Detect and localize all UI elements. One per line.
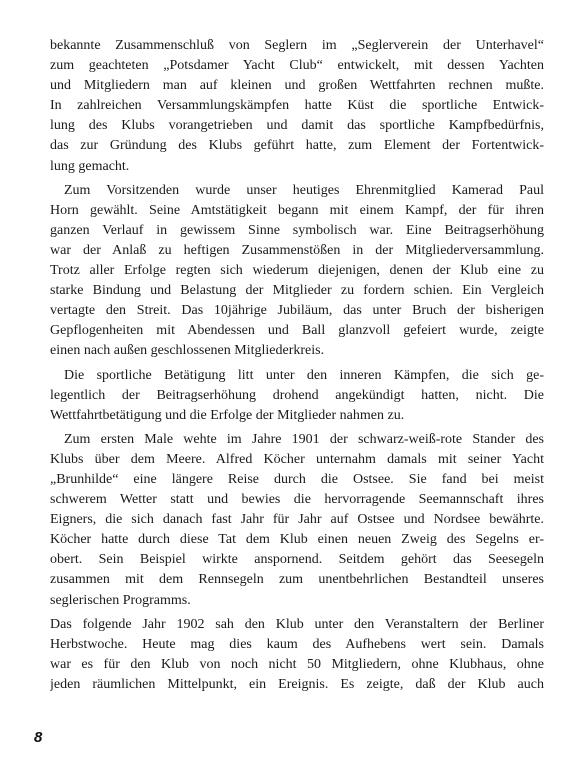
text-line: vertagte den Streit. Das 10jährige Jubiläum, das unter Bruch der bisherigen	[50, 303, 544, 319]
page-number: 8	[34, 729, 43, 746]
paragraph	[50, 366, 544, 426]
text-line: zum geachteten „Potsdamer Yacht Club“ entwickelt, mit dessen Yachten	[50, 58, 544, 74]
text-line: Klubs über dem Meere. Alfred Köcher unternahm damals mit seiner Yacht	[50, 451, 544, 467]
text-line: bekannte Zusammenschluß von Seglern im „Seglerverein der Unterhavel“	[50, 38, 544, 53]
body-text	[50, 36, 544, 699]
text-line: obert. Sein Beispiel wirkte anspornend. Seitdem gehört das Seesegeln	[50, 552, 544, 568]
text-line: schwerem Wetter statt und bewies die hervorragende Seemannschaft ihres	[50, 492, 544, 508]
text-line: Köcher hatte durch diese Tat dem Klub einen neuen Zweig des Segelns er-	[50, 532, 544, 548]
text-line: seglerischen Programms.	[50, 592, 191, 608]
text-line: Herbstwoche. Heute mag dies kaum des Aufhebens wert sein. Damals	[50, 636, 544, 652]
text-line: starke Bindung und Belastung der Mitglieder zu fordern schien. Ein Vergleich	[50, 283, 544, 299]
paragraph	[50, 615, 544, 695]
text-line: jeden räumlichen Mittelpunkt, ein Ereignis. Es zeigte, daß der Klub auch	[50, 676, 544, 692]
text-line: Horn gewählt. Seine Amtstätigkeit begann mit einem Kampf, der für ihren	[50, 202, 544, 218]
text-line: legentlich der Beitragserhöhung drohend angekündigt hatten, nicht. Die	[50, 387, 544, 403]
text-line: Wettfahrtbetätigung und die Erfolge der Mitglieder nahmen zu.	[50, 407, 405, 423]
text-line: das zur Gründung des Klubs geführt hatte, zum Element der Fortentwick-	[50, 138, 544, 154]
text-line: zusammen mit dem Rennsegeln zum unentbehrlichen Bestandteil unseres	[50, 572, 544, 588]
text-line: Das folgende Jahr 1902 sah den Klub unter den Veranstaltern der Berliner	[50, 616, 544, 632]
paragraph	[50, 430, 544, 611]
text-line: einen nach außen geschlossenen Mitgliederkreis.	[50, 343, 325, 359]
text-line: Die sportliche Betätigung litt unter den inneren Kämpfen, die sich ge-	[64, 367, 544, 383]
text-line: Eigners, die sich danach fast Jahr für Jahr auf Ostsee und Nordsee bewährte.	[50, 512, 544, 528]
text-line: Zum ersten Male wehte im Jahre 1901 der schwarz-weiß-rote Stander des	[64, 431, 544, 447]
text-line: Trotz aller Erfolge regten sich wiederum diejenigen, denen der Klub eine zu	[50, 263, 544, 279]
text-line: Gepflogenheiten mit Abendessen und Ball glanzvoll gefeiert wurde, zeigte	[50, 323, 544, 339]
text-line: In zahlreichen Versammlungskämpfen hatte Küst die sportliche Entwick-	[50, 98, 544, 114]
text-line: war der Anlaß zu heftigen Zusammenstößen in der Mitgliederversammlung.	[50, 242, 544, 258]
text-line: lung gemacht.	[50, 158, 130, 174]
paragraph	[50, 181, 544, 362]
text-line: „Brunhilde“ eine längere Reise durch die Ostsee. Sie fand bei meist	[50, 471, 544, 487]
text-line: lung des Klubs vorangetrieben und damit das sportliche Kampfbedürfnis,	[50, 118, 544, 134]
text-line: und Mitgliedern man auf kleinen und großen Wettfahrten rechnen mußte.	[50, 78, 544, 94]
text-line: ganzen Verlauf in gewissem Sinne symbolisch war. Eine Beitragserhöhung	[50, 222, 544, 238]
text-line: Zum Vorsitzenden wurde unser heutiges Ehrenmitglied Kamerad Paul	[64, 182, 544, 198]
text-line: war es für den Klub von noch nicht 50 Mitgliedern, ohne Klubhaus, ohne	[50, 656, 544, 672]
paragraph	[50, 36, 544, 177]
